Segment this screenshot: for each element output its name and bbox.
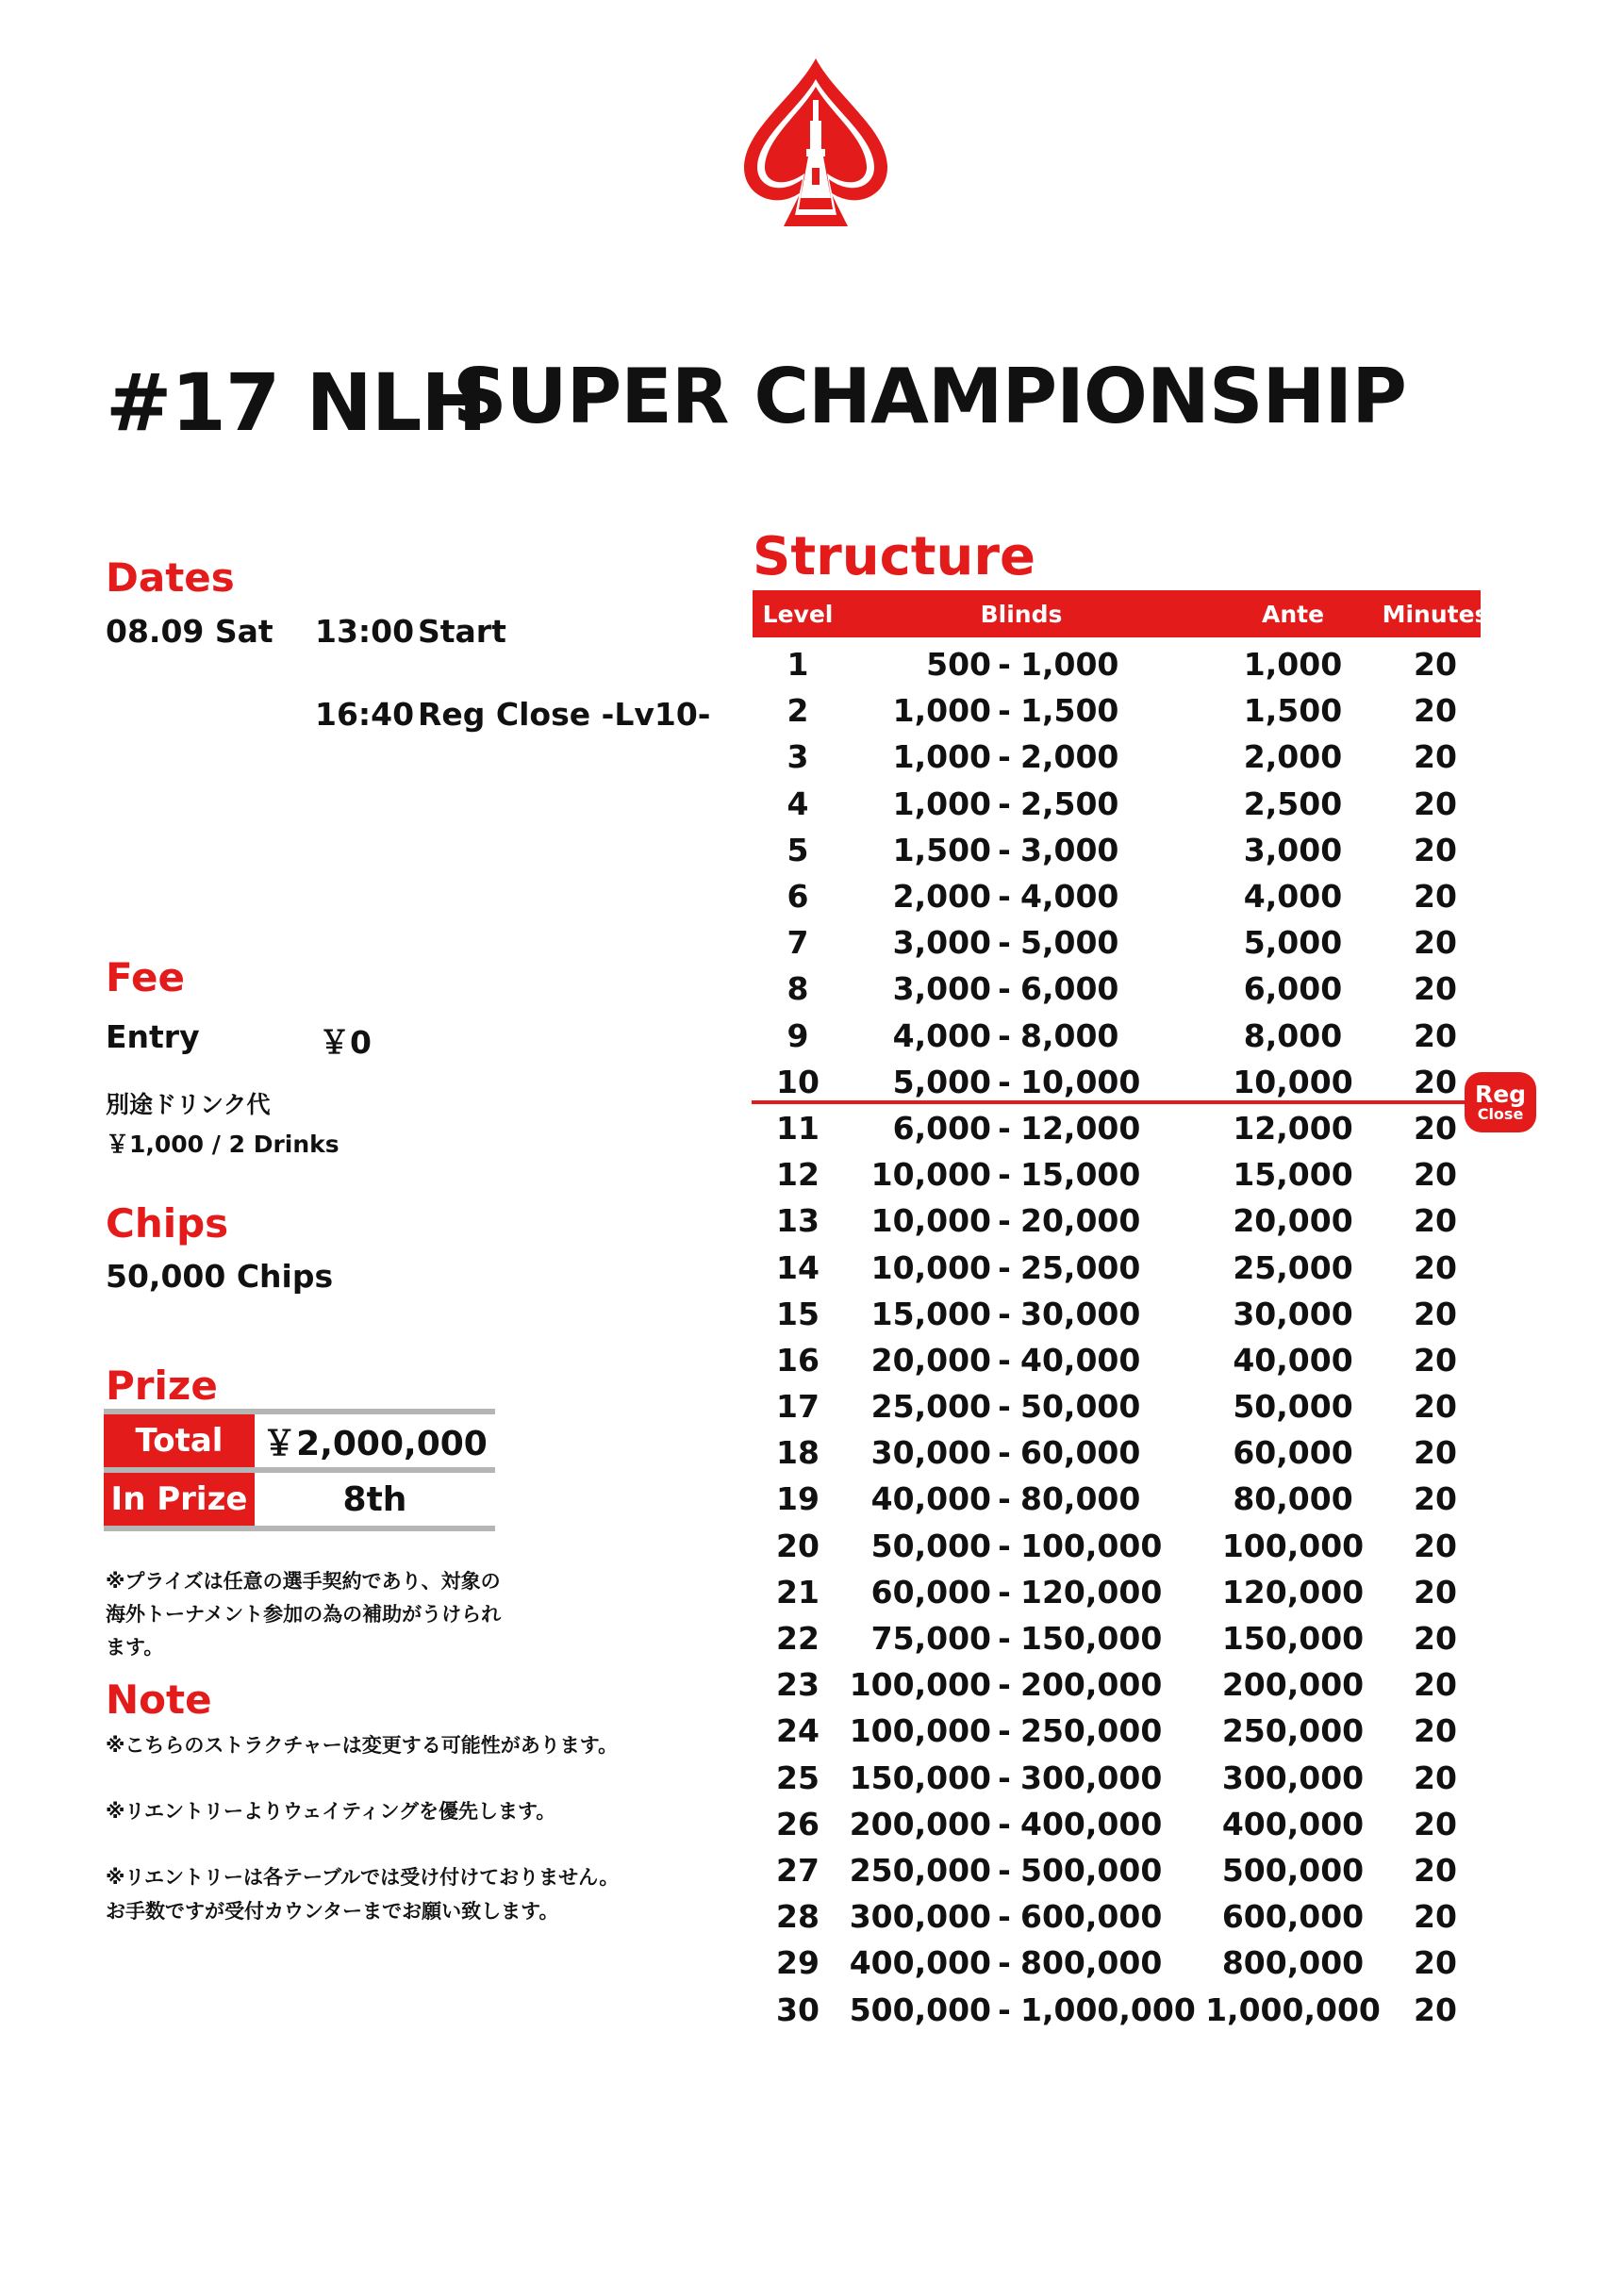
level-cell: 21: [776, 1573, 820, 1611]
prize-note: [106, 1565, 501, 1664]
prize-note-line: 海外トーナメント参加の為の補助がうけられ: [106, 1603, 502, 1626]
big-blind-cell: 8,000: [1020, 1016, 1119, 1054]
small-blind-cell: 60,000: [870, 1573, 991, 1611]
minutes-cell: 20: [1414, 646, 1457, 684]
ante-cell: 80,000: [1233, 1480, 1353, 1518]
structure-table-body: [753, 641, 1481, 2033]
minutes-cell: 20: [1414, 1620, 1457, 1658]
minutes-cell: 20: [1414, 1109, 1457, 1147]
level-cell: 24: [776, 1712, 820, 1750]
ante-cell: 150,000: [1221, 1620, 1365, 1658]
blind-separator: -: [998, 1480, 1011, 1518]
minutes-cell: 20: [1414, 1712, 1457, 1750]
structure-heading: Structure: [753, 526, 1036, 587]
minutes-cell: 20: [1414, 1527, 1457, 1564]
table-row: [753, 1105, 1481, 1151]
table-row: [753, 1708, 1481, 1754]
table-row: [753, 873, 1481, 919]
level-cell: 30: [776, 1990, 820, 2028]
minutes-cell: 20: [1414, 1851, 1457, 1889]
ante-cell: 400,000: [1221, 1805, 1365, 1842]
level-cell: 19: [776, 1480, 820, 1518]
ante-cell: 60,000: [1233, 1434, 1353, 1472]
minutes-cell: 20: [1414, 970, 1457, 1008]
minutes-cell: 20: [1414, 1434, 1457, 1472]
blind-separator: -: [998, 1573, 1011, 1611]
level-cell: 27: [776, 1851, 820, 1889]
ante-cell: 500,000: [1221, 1851, 1365, 1889]
big-blind-cell: 10,000: [1020, 1063, 1141, 1100]
blind-separator: -: [998, 1712, 1011, 1750]
event-date: 08.09 Sat: [106, 613, 273, 650]
level-cell: 22: [776, 1620, 820, 1658]
spade-tower-icon: [738, 55, 893, 234]
level-cell: 23: [776, 1666, 820, 1704]
ante-cell: 6,000: [1243, 970, 1343, 1008]
ante-cell: 600,000: [1221, 1898, 1365, 1936]
blind-separator: -: [998, 1016, 1011, 1054]
table-row: [753, 1661, 1481, 1708]
level-cell: 29: [776, 1944, 820, 1982]
small-blind-cell: 6,000: [892, 1109, 991, 1147]
note-line: ※リエントリーよりウェイティングを優先します。: [106, 1800, 556, 1823]
reg-badge-line2: Close: [1477, 1104, 1524, 1123]
small-blind-cell: 5,000: [892, 1063, 991, 1100]
big-blind-cell: 40,000: [1020, 1341, 1141, 1379]
small-blind-cell: 150,000: [849, 1759, 991, 1796]
big-blind-cell: 600,000: [1020, 1898, 1163, 1936]
big-blind-cell: 1,500: [1020, 692, 1119, 730]
ante-cell: 2,500: [1243, 785, 1343, 822]
ante-cell: 25,000: [1233, 1248, 1353, 1286]
small-blind-cell: 300,000: [849, 1898, 991, 1936]
col-ante-header: Ante: [1261, 600, 1325, 628]
ante-cell: 800,000: [1221, 1944, 1365, 1982]
in-prize-value: 8th: [342, 1479, 407, 1519]
minutes-cell: 20: [1414, 1805, 1457, 1842]
chips-value: 50,000 Chips: [106, 1258, 334, 1295]
table-row: [753, 966, 1481, 1012]
start-label: Start: [418, 613, 506, 650]
minutes-cell: 20: [1414, 1156, 1457, 1194]
table-row: [753, 641, 1481, 687]
prize-total-value: ￥2,000,000: [262, 1424, 488, 1463]
blind-separator: -: [998, 646, 1011, 684]
blind-separator: -: [998, 1759, 1011, 1796]
col-level-header: Level: [762, 600, 834, 628]
chips-heading: Chips: [106, 1200, 229, 1247]
table-row: [753, 827, 1481, 873]
big-blind-cell: 4,000: [1020, 878, 1119, 916]
note-line: ※リエントリーは各テーブルでは受け付けておりません。: [106, 1866, 620, 1889]
big-blind-cell: 12,000: [1020, 1109, 1141, 1147]
table-row: [753, 1291, 1481, 1337]
blind-separator: -: [998, 1109, 1011, 1147]
minutes-cell: 20: [1414, 1480, 1457, 1518]
reg-close-time: 16:40: [315, 696, 415, 733]
blind-separator: -: [998, 738, 1011, 776]
prize-heading: Prize: [106, 1363, 218, 1409]
level-cell: 28: [776, 1898, 820, 1936]
table-row: [753, 1801, 1481, 1847]
ante-cell: 200,000: [1221, 1666, 1365, 1704]
level-cell: 9: [787, 1016, 809, 1054]
ante-cell: 20,000: [1233, 1202, 1353, 1240]
table-row: [753, 1476, 1481, 1522]
level-cell: 14: [776, 1248, 820, 1286]
small-blind-cell: 3,000: [892, 970, 991, 1008]
ante-cell: 50,000: [1233, 1388, 1353, 1426]
prize-table: [104, 1409, 495, 1531]
small-blind-cell: 250,000: [849, 1851, 991, 1889]
blind-separator: -: [998, 692, 1011, 730]
blind-separator: -: [998, 1295, 1011, 1332]
minutes-cell: 20: [1414, 1573, 1457, 1611]
small-blind-cell: 400,000: [849, 1944, 991, 1982]
small-blind-cell: 15,000: [870, 1295, 991, 1332]
ante-cell: 30,000: [1233, 1295, 1353, 1332]
table-row: [753, 1615, 1481, 1661]
table-row: [753, 1940, 1481, 1986]
ante-cell: 10,000: [1233, 1063, 1353, 1100]
page-title: SUPER CHAMPIONSHIP: [453, 353, 1406, 440]
reg-close-label: Reg Close -Lv10-: [418, 696, 711, 733]
big-blind-cell: 1,000,000: [1020, 1990, 1196, 2028]
small-blind-cell: 1,500: [892, 831, 991, 868]
minutes-cell: 20: [1414, 1063, 1457, 1100]
table-row: [753, 1986, 1481, 2032]
table-row: [753, 1755, 1481, 1801]
level-cell: 16: [776, 1341, 820, 1379]
big-blind-cell: 80,000: [1020, 1480, 1141, 1518]
big-blind-cell: 2,000: [1020, 738, 1119, 776]
level-cell: 26: [776, 1805, 820, 1842]
big-blind-cell: 300,000: [1020, 1759, 1163, 1796]
blind-separator: -: [998, 1341, 1011, 1379]
level-cell: 8: [787, 970, 809, 1008]
big-blind-cell: 150,000: [1020, 1620, 1163, 1658]
minutes-cell: 20: [1414, 1016, 1457, 1054]
table-row: [753, 1244, 1481, 1290]
ante-cell: 5,000: [1243, 924, 1343, 962]
big-blind-cell: 1,000: [1020, 646, 1119, 684]
col-blinds-header: Blinds: [980, 600, 1063, 628]
big-blind-cell: 3,000: [1020, 831, 1119, 868]
table-row: [753, 734, 1481, 780]
blind-separator: -: [998, 1248, 1011, 1286]
big-blind-cell: 200,000: [1020, 1666, 1163, 1704]
level-cell: 25: [776, 1759, 820, 1796]
entry-label: Entry: [106, 1018, 200, 1055]
blind-separator: -: [998, 1620, 1011, 1658]
small-blind-cell: 1,000: [892, 738, 991, 776]
drink-price: ￥1,000 / 2 Drinks: [106, 1131, 340, 1158]
table-row: [753, 1013, 1481, 1059]
level-cell: 10: [776, 1063, 820, 1100]
level-cell: 7: [787, 924, 809, 962]
small-blind-cell: 500: [926, 646, 991, 684]
small-blind-cell: 1,000: [892, 785, 991, 822]
ante-cell: 12,000: [1233, 1109, 1353, 1147]
level-cell: 13: [776, 1202, 820, 1240]
level-cell: 15: [776, 1295, 820, 1332]
table-row: [753, 1523, 1481, 1569]
minutes-cell: 20: [1414, 1341, 1457, 1379]
ante-cell: 4,000: [1243, 878, 1343, 916]
in-prize-label: In Prize: [104, 1473, 255, 1526]
table-row: [753, 1151, 1481, 1198]
level-cell: 17: [776, 1388, 820, 1426]
reg-badge-line1: Reg: [1474, 1080, 1527, 1108]
small-blind-cell: 4,000: [892, 1016, 991, 1054]
table-row: [753, 687, 1481, 734]
table-row: [753, 1383, 1481, 1429]
start-time: 13:00: [315, 613, 415, 650]
blind-separator: -: [998, 1851, 1011, 1889]
level-cell: 2: [787, 692, 809, 730]
big-blind-cell: 400,000: [1020, 1805, 1163, 1842]
table-row: [753, 1569, 1481, 1615]
small-blind-cell: 10,000: [870, 1156, 991, 1194]
minutes-cell: 20: [1414, 738, 1457, 776]
ante-cell: 100,000: [1221, 1527, 1365, 1564]
dates-heading: Dates: [106, 554, 235, 601]
big-blind-cell: 800,000: [1020, 1944, 1163, 1982]
reg-close-badge: [1465, 1072, 1536, 1132]
blind-separator: -: [998, 1898, 1011, 1936]
ante-cell: 120,000: [1221, 1573, 1365, 1611]
minutes-cell: 20: [1414, 1944, 1457, 1982]
blind-separator: -: [998, 1063, 1011, 1100]
note-line: ※こちらのストラクチャーは変更する可能性があります。: [106, 1734, 619, 1757]
table-row: [753, 1198, 1481, 1244]
blind-separator: -: [998, 1434, 1011, 1472]
minutes-cell: 20: [1414, 785, 1457, 822]
blind-separator: -: [998, 970, 1011, 1008]
blind-separator: -: [998, 878, 1011, 916]
drink-note: 別途ドリンク代: [106, 1091, 271, 1118]
minutes-cell: 20: [1414, 1248, 1457, 1286]
minutes-cell: 20: [1414, 924, 1457, 962]
ante-cell: 3,000: [1243, 831, 1343, 868]
table-row: [753, 1429, 1481, 1476]
small-blind-cell: 75,000: [870, 1620, 991, 1658]
note-line: お手数ですが受付カウンターまでお願い致します。: [106, 1900, 559, 1923]
prize-note-line: ます。: [106, 1636, 164, 1659]
blind-separator: -: [998, 1527, 1011, 1564]
ante-cell: 1,500: [1243, 692, 1343, 730]
big-blind-cell: 120,000: [1020, 1573, 1163, 1611]
big-blind-cell: 500,000: [1020, 1851, 1163, 1889]
level-cell: 5: [787, 831, 809, 868]
col-minutes-header: Minutes: [1382, 600, 1489, 628]
blind-separator: -: [998, 1202, 1011, 1240]
big-blind-cell: 20,000: [1020, 1202, 1141, 1240]
ante-cell: 250,000: [1221, 1712, 1365, 1750]
small-blind-cell: 1,000: [892, 692, 991, 730]
minutes-cell: 20: [1414, 1388, 1457, 1426]
big-blind-cell: 25,000: [1020, 1248, 1141, 1286]
big-blind-cell: 6,000: [1020, 970, 1119, 1008]
blind-separator: -: [998, 785, 1011, 822]
prize-in-prize-row: [104, 1467, 495, 1531]
minutes-cell: 20: [1414, 1759, 1457, 1796]
prize-total-row: [104, 1409, 495, 1467]
level-cell: 3: [787, 738, 809, 776]
blind-separator: -: [998, 831, 1011, 868]
table-row: [753, 1847, 1481, 1893]
ante-cell: 2,000: [1243, 738, 1343, 776]
event-number: #17 NLH: [106, 356, 487, 449]
blind-separator: -: [998, 924, 1011, 962]
level-cell: 4: [787, 785, 809, 822]
small-blind-cell: 500,000: [849, 1990, 991, 2028]
minutes-cell: 20: [1414, 1666, 1457, 1704]
entry-value: ￥0: [319, 1024, 372, 1061]
small-blind-cell: 10,000: [870, 1248, 991, 1286]
small-blind-cell: 10,000: [870, 1202, 991, 1240]
ante-cell: 300,000: [1221, 1759, 1365, 1796]
note-heading: Note: [106, 1677, 212, 1723]
big-blind-cell: 50,000: [1020, 1388, 1141, 1426]
small-blind-cell: 100,000: [849, 1712, 991, 1750]
table-row: [753, 781, 1481, 827]
structure-table-header: [753, 590, 1489, 637]
level-cell: 1: [787, 646, 809, 684]
blind-separator: -: [998, 1156, 1011, 1194]
big-blind-cell: 100,000: [1020, 1527, 1163, 1564]
ante-cell: 40,000: [1233, 1341, 1353, 1379]
big-blind-cell: 60,000: [1020, 1434, 1141, 1472]
minutes-cell: 20: [1414, 692, 1457, 730]
small-blind-cell: 25,000: [870, 1388, 991, 1426]
minutes-cell: 20: [1414, 1898, 1457, 1936]
big-blind-cell: 2,500: [1020, 785, 1119, 822]
small-blind-cell: 100,000: [849, 1666, 991, 1704]
big-blind-cell: 5,000: [1020, 924, 1119, 962]
small-blind-cell: 20,000: [870, 1341, 991, 1379]
blind-separator: -: [998, 1666, 1011, 1704]
table-row: [753, 1893, 1481, 1940]
big-blind-cell: 15,000: [1020, 1156, 1141, 1194]
table-row: [753, 1059, 1481, 1105]
level-cell: 11: [776, 1109, 820, 1147]
fee-heading: Fee: [106, 954, 185, 1000]
big-blind-cell: 250,000: [1020, 1712, 1163, 1750]
reg-close-divider: [752, 1100, 1485, 1104]
ante-cell: 1,000,000: [1205, 1990, 1381, 2028]
level-cell: 18: [776, 1434, 820, 1472]
table-row: [753, 919, 1481, 966]
big-blind-cell: 30,000: [1020, 1295, 1141, 1332]
blind-separator: -: [998, 1388, 1011, 1426]
table-row: [753, 1337, 1481, 1383]
small-blind-cell: 30,000: [870, 1434, 991, 1472]
small-blind-cell: 3,000: [892, 924, 991, 962]
level-cell: 12: [776, 1156, 820, 1194]
minutes-cell: 20: [1414, 1990, 1457, 2028]
blind-separator: -: [998, 1990, 1011, 2028]
minutes-cell: 20: [1414, 878, 1457, 916]
small-blind-cell: 2,000: [892, 878, 991, 916]
blind-separator: -: [998, 1805, 1011, 1842]
small-blind-cell: 40,000: [870, 1480, 991, 1518]
prize-note-line: ※プライズは任意の選手契約であり、対象の: [106, 1570, 501, 1593]
blind-separator: -: [998, 1944, 1011, 1982]
ante-cell: 15,000: [1233, 1156, 1353, 1194]
minutes-cell: 20: [1414, 1295, 1457, 1332]
ante-cell: 8,000: [1243, 1016, 1343, 1054]
ante-cell: 1,000: [1243, 646, 1343, 684]
level-cell: 6: [787, 878, 809, 916]
level-cell: 20: [776, 1527, 820, 1564]
minutes-cell: 20: [1414, 831, 1457, 868]
prize-total-label: Total: [104, 1414, 255, 1467]
minutes-cell: 20: [1414, 1202, 1457, 1240]
small-blind-cell: 50,000: [870, 1527, 991, 1564]
small-blind-cell: 200,000: [849, 1805, 991, 1842]
